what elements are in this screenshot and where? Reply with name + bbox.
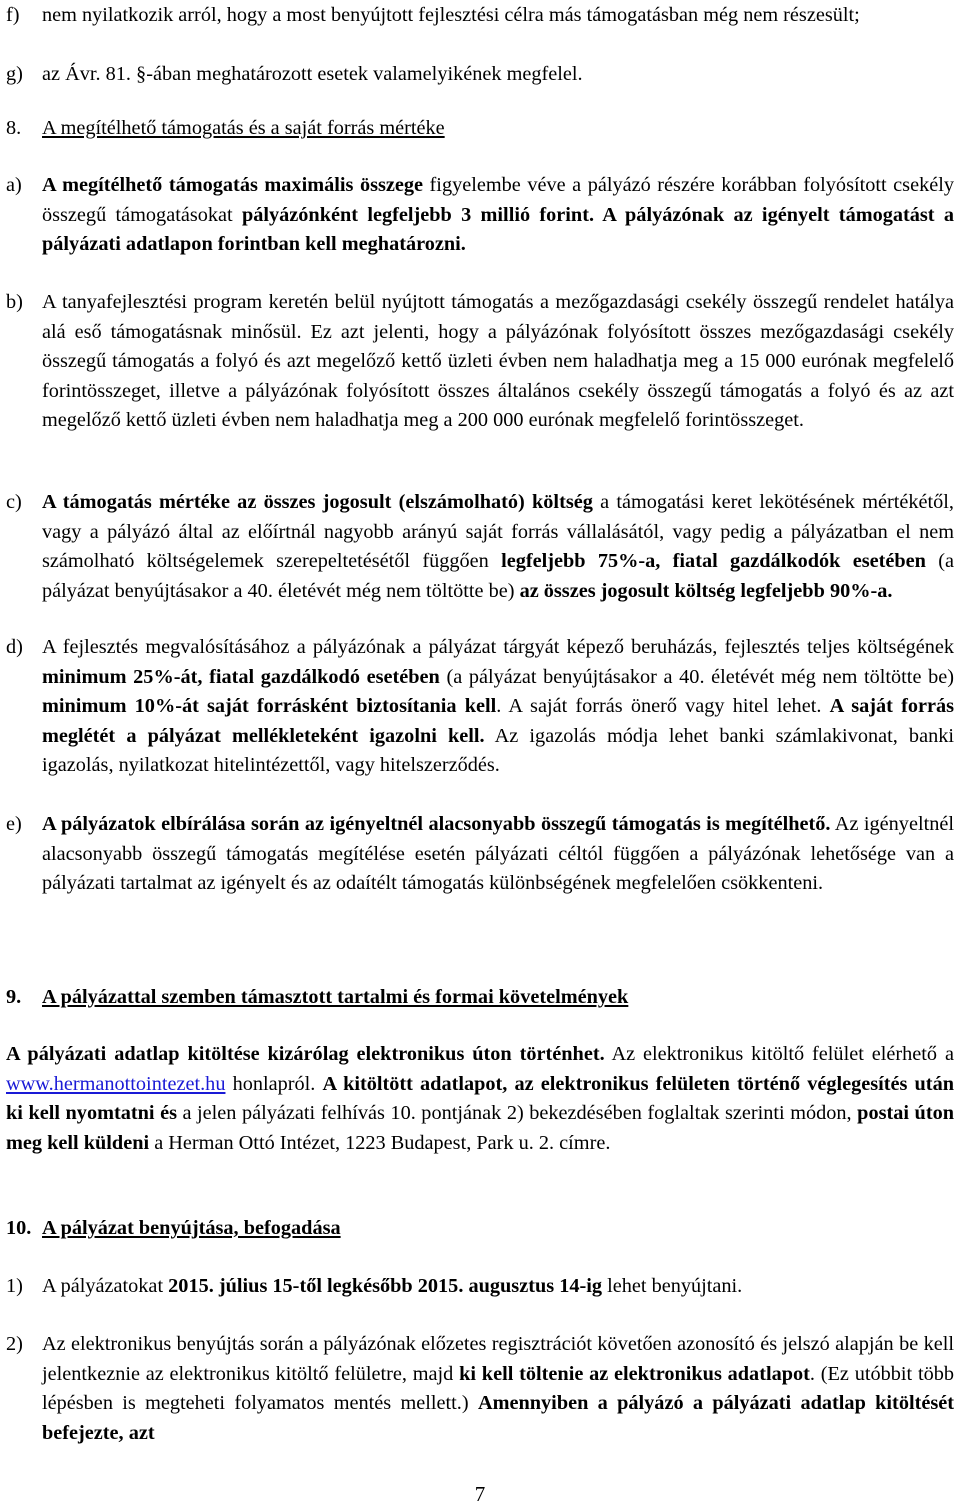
section-9-heading [6,983,954,1013]
list-marker: f) [6,4,20,26]
list-item-text: A fejlesztés megvalósításához a pályázónak a pályázat tárgyát képező beruházás, fejlesztés teljes költségének minimum 25%-át, fiatal gazdálkodó esetében (a pályázat benyújtásakor a 40. életévét még nem töltötte be) minimum 10%-át saját forrásként biztosítania kell. A saját forrás önerő vagy hitel lehet. A saját forrás meglétét a pályázat mellékleteként igazolni kell. Az igazolás módja lehet banki számlakivonat, banki igazolás, nyilatkozat hitelintézettől, vagy hitelszerződés. [42,636,955,777]
list-item-e [6,810,954,899]
list-item-text: A támogatás mértéke az összes jogosult (elszámolható) költség a támogatási keret lekötésének mértékétől, vagy a pályázó által az előírtnál nagyobb arányú saját forrás vállalásától, vagy pedig a pályázatban el nem számolható költségelemek szerepeltetésétől függően legfeljebb 75%-a, fiatal gazdálkodók esetében (a pályázat benyújtásakor a 40. életévét még nem töltötte be) az összes jogosult költség legfeljebb 90%-a. [42,491,954,602]
list-marker: c) [6,491,22,513]
list-item-b [6,288,954,436]
section-10-heading [6,1214,954,1244]
section-9-paragraph: A pályázati adatlap kitöltése kizárólag elektronikus úton történhet. Az elektronikus kitöltő felület elérhető a www.hermanottointezet.hu honlapról. A kitöltött adatlapot, az elektronikus felületen történő véglegesítés után ki kell nyomtatni és a jelen pályázati felhívás 10. pontjának 2) bekezdésében foglaltak szerinti módon, postai úton meg kell küldeni a Herman Ottó Intézet, 1223 Budapest, Park u. 2. címre. [6,1043,954,1154]
list-item [6,60,954,90]
page-number: 7 [474,1482,486,1506]
section-number: 10. [6,1217,32,1239]
list-item-text: az Ávr. 81. §-ában meghatározott esetek valamelyikének megfelel. [42,63,583,85]
section-title: A megítélhető támogatás és a saját forrás mértéke [42,117,445,139]
list-item-text: A pályázatokat 2015. július 15-től legkésőbb 2015. augusztus 14-ig lehet benyújtani. [42,1275,743,1297]
list-item [6,1,954,31]
list-marker: e) [6,813,22,835]
list-marker: 1) [6,1275,23,1297]
list-marker: b) [6,291,23,313]
list-item-text: A pályázatok elbírálása során az igényeltnél alacsonyabb összegű támogatás is megítélhető. Az igényeltnél alacsonyabb összegű támogatás megítélése esetén pályázati céltól függően a pályázónak lehetősége van a pályázati tartalmat az igényelt és az odaítélt támogatás különbségének megfelelően csökkenteni. [42,813,954,895]
list-item-c [6,488,954,606]
section-title: A pályázat benyújtása, befogadása [42,1217,341,1239]
list-marker: 2) [6,1333,23,1355]
list-item-10-2 [6,1330,954,1448]
list-marker: a) [6,174,22,196]
list-item-a [6,171,954,260]
section-number: 9. [6,986,22,1008]
list-item-d [6,633,954,781]
section-number: 8. [6,117,22,139]
list-item-text: Az elektronikus benyújtás során a pályázónak előzetes regisztrációt követően azonosító és jelszó alapján be kell jelentkeznie az elektronikus kitöltő felületre, majd ki kell töltenie az elektronikus adatlapot. (Ez utóbbit több lépésben is megteheti folyamatos mentés mellett.) Amennyiben a pályázó a pályázati adatlap kitöltését befejezte, azt [42,1333,954,1444]
list-item-text: A tanyafejlesztési program keretén belül nyújtott támogatás a mezőgazdasági csekély összegű rendelet hatálya alá eső támogatásnak minősül. Ez azt jelenti, hogy a pályázónak folyósított összes mezőgazdasági csekély összegű támogatás a folyó és azt megelőző kettő üzleti évben nem haladhatja meg a 15 000 eurónak megfelelő forintösszeget, illetve a pályázónak folyósított összes általános csekély összegű támogatás a folyó és az azt megelőző kettő üzleti évben nem haladhatja meg a 200 000 eurónak megfelelő forintösszeget. [42,291,954,432]
list-item-text: nem nyilatkozik arról, hogy a most benyújtott fejlesztési célra más támogatásban még nem részesült; [42,4,860,26]
list-item-10-1 [6,1272,954,1302]
list-item-text: A megítélhető támogatás maximális összege figyelembe véve a pályázó részére korábban folyósított csekély összegű támogatásokat pályázónként legfeljebb 3 millió forint. A pályázónak az igényelt támogatást a pályázati adatlapon forintban kell meghatározni. [42,174,954,256]
section-title: A pályázattal szemben támasztott tartalmi és formai követelmények [42,986,629,1008]
section-8-heading [6,114,954,144]
website-link[interactable]: www.hermanottointezet.hu [6,1072,226,1095]
list-marker: d) [6,636,23,658]
list-marker: g) [6,63,23,85]
